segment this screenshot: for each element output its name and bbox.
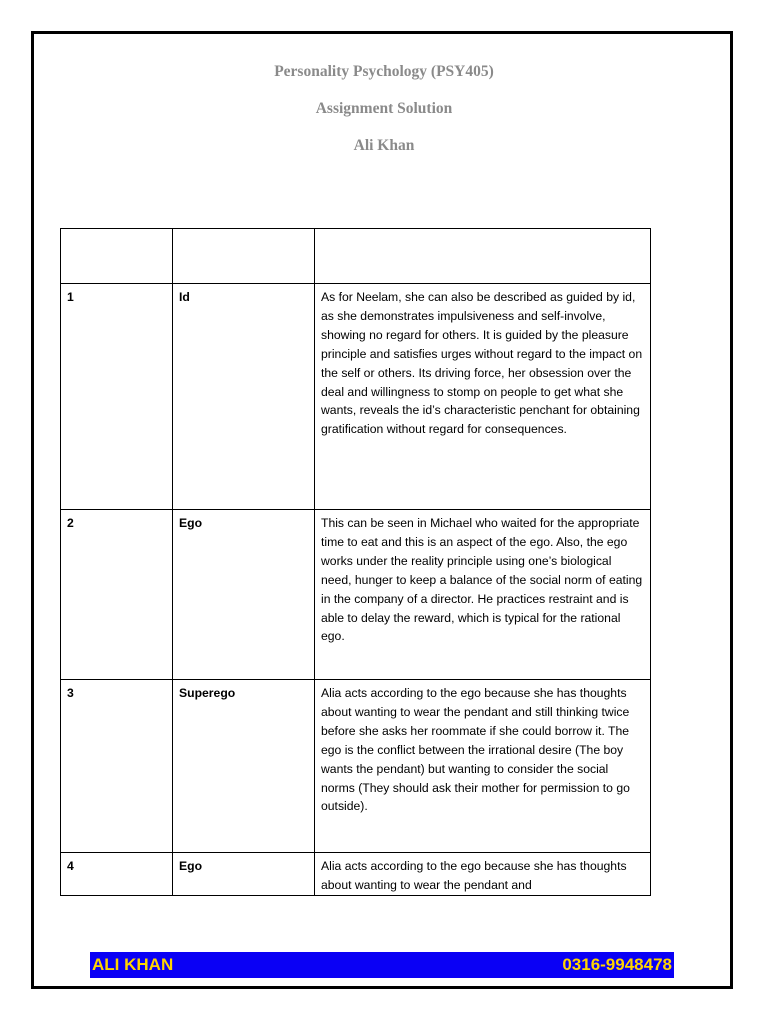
table-row bbox=[61, 284, 651, 510]
row-explanation: This can be seen in Michael who waited for the appropriate time to eat and this is an aspect of the ego. Also, the ego works under the reality principle using one’s biological need, hunger to keep a balance of the social norm of eating in the company of a director. He practices restraint and is able to delay the reward, which is typical for the rational ego. bbox=[315, 510, 651, 680]
table-header-row bbox=[61, 229, 651, 284]
row-explanation: Alia acts according to the ego because she has thoughts about wanting to wear the pendant and bbox=[321, 859, 627, 892]
author-name: Ali Khan bbox=[353, 137, 415, 154]
row-explanation: As for Neelam, she can also be described as guided by id, as she demonstrates impulsiveness and self-involve, showing no regard for others. It is guided by the pleasure principle and satisfies urges without regard to the impact on the self or others. Its driving force, her obsession over the deal and willingness to stomp on people to get what she wants, reveals the id’s characteristic penchant for obtaining gratification without regard for consequences. bbox=[315, 284, 651, 510]
header-cell-concept bbox=[173, 229, 315, 284]
row-explanation: Alia acts according to the ego because she has thoughts about wanting to wear the pendant and still thinking twice before she asks her roommate if she could borrow it. The ego is the conflict between the irrational desire (The boy wants the pendant) but wanting to consider the social norms (They should ask their mother for permission to go outside). bbox=[315, 680, 651, 853]
row-explanation-cell bbox=[315, 853, 651, 896]
row-concept: Ego bbox=[173, 510, 315, 680]
row-concept: Id bbox=[173, 284, 315, 510]
header-cell-number bbox=[61, 229, 173, 284]
footer-bar bbox=[90, 952, 674, 978]
course-title: Personality Psychology (PSY405) bbox=[274, 63, 494, 80]
document-header bbox=[0, 62, 768, 173]
assignment-table bbox=[60, 228, 651, 896]
table-row bbox=[61, 680, 651, 853]
footer-phone: 0316-9948478 bbox=[562, 955, 672, 974]
row-concept: Ego bbox=[173, 853, 315, 896]
row-concept: Superego bbox=[173, 680, 315, 853]
row-number: 4 bbox=[61, 853, 173, 896]
row-number: 1 bbox=[61, 284, 173, 510]
row-number: 2 bbox=[61, 510, 173, 680]
header-cell-explanation bbox=[315, 229, 651, 284]
assignment-subtitle: Assignment Solution bbox=[315, 100, 453, 117]
footer-name: ALI KHAN bbox=[92, 955, 174, 974]
table-row bbox=[61, 510, 651, 680]
row-number: 3 bbox=[61, 680, 173, 853]
table-row bbox=[61, 853, 651, 896]
